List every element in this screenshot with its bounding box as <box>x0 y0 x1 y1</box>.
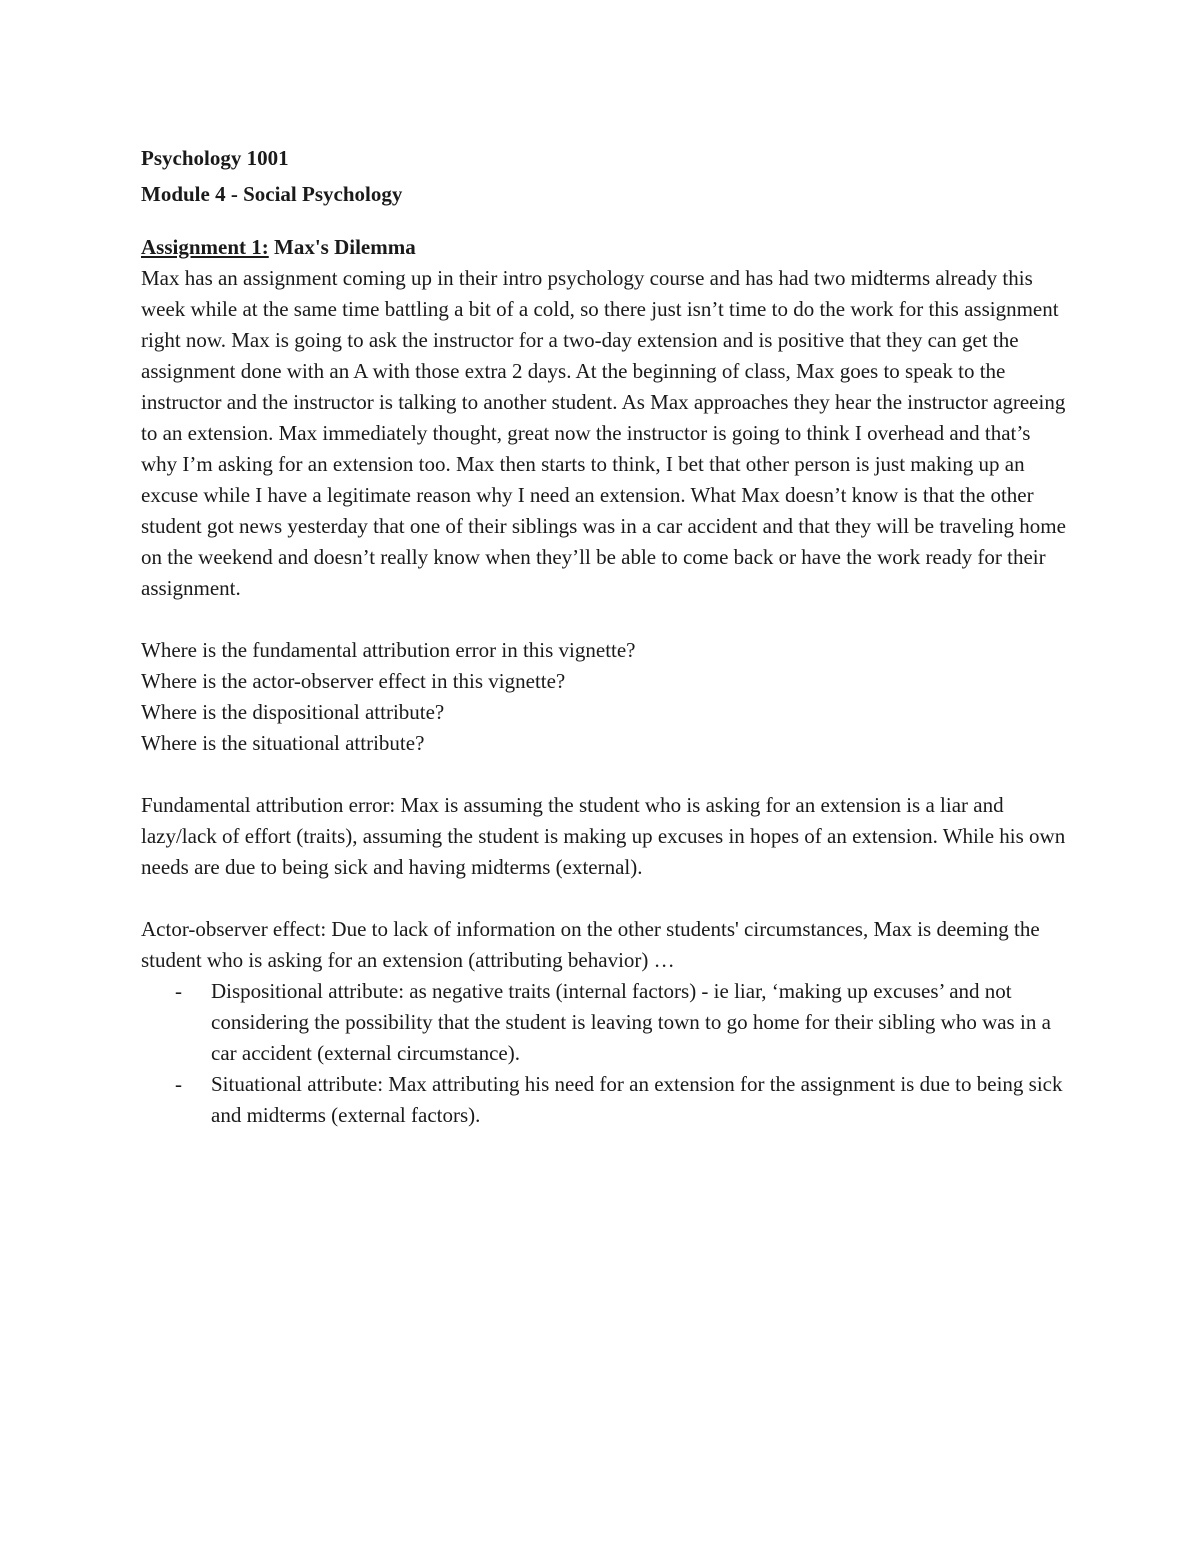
attribute-list <box>141 976 1066 1131</box>
assignment-heading <box>141 232 1066 263</box>
list-item-text: Dispositional attribute: as negative traits (internal factors) - ie liar, ‘making up excuses’ and not considering the possibility that the student is leaving town to go home for their sibling who was in a car accident (external circumstance). <box>211 979 1051 1065</box>
assignment-label: Assignment 1: <box>141 235 269 259</box>
bullet-dash: - <box>175 1072 182 1096</box>
spacer <box>141 883 1066 914</box>
document-page <box>141 140 1066 1131</box>
list-item-text: Situational attribute: Max attributing his need for an extension for the assignment is due to being sick and midterms (external factors). <box>211 1072 1063 1127</box>
vignette-paragraph: Max has an assignment coming up in their intro psychology course and has had two midterms already this week while at the same time battling a bit of a cold, so there just isn’t time to do the work for this assignment right now. Max is going to ask the instructor for a two-day extension and is positive that they can get the assignment done with an A with those extra 2 days. At the beginning of class, Max goes to speak to the instructor and the instructor is talking to another student. As Max approaches they hear the instructor agreeing to an extension. Max immediately thought, great now the instructor is going to think I overhead and that’s why I’m asking for an extension too. Max then starts to think, I bet that other person is just making up an excuse while I have a legitimate reason why I need an extension. What Max doesn’t know is that the other student got news yesterday that one of their siblings was in a car accident and that they will be traveling home on the weekend and doesn’t really know when they’ll be able to come back or have the work ready for their assignment. <box>141 266 1066 600</box>
module-title: Module 4 - Social Psychology <box>141 182 403 206</box>
question-item: Where is the situational attribute? <box>141 731 425 755</box>
course-title: Psychology 1001 <box>141 146 289 170</box>
question-item: Where is the fundamental attribution error in this vignette? <box>141 638 636 662</box>
spacer <box>141 604 1066 635</box>
list-item-dispositional <box>141 976 1066 1069</box>
spacer <box>141 759 1066 790</box>
question-list <box>141 635 1066 759</box>
list-item-situational <box>141 1069 1066 1131</box>
question-item: Where is the dispositional attribute? <box>141 700 445 724</box>
assignment-title: Max's Dilemma <box>268 235 416 259</box>
question-item: Where is the actor-observer effect in this vignette? <box>141 669 566 693</box>
bullet-dash: - <box>175 979 182 1003</box>
actor-observer-answer: Actor-observer effect: Due to lack of information on the other students' circumstances, Max is deeming the student who is asking for an extension (attributing behavior) … <box>141 917 1040 972</box>
fundamental-answer: Fundamental attribution error: Max is assuming the student who is asking for an extension is a liar and lazy/lack of effort (traits), assuming the student is making up excuses in hopes of an extension. While his own needs are due to being sick and having midterms (external). <box>141 793 1066 879</box>
